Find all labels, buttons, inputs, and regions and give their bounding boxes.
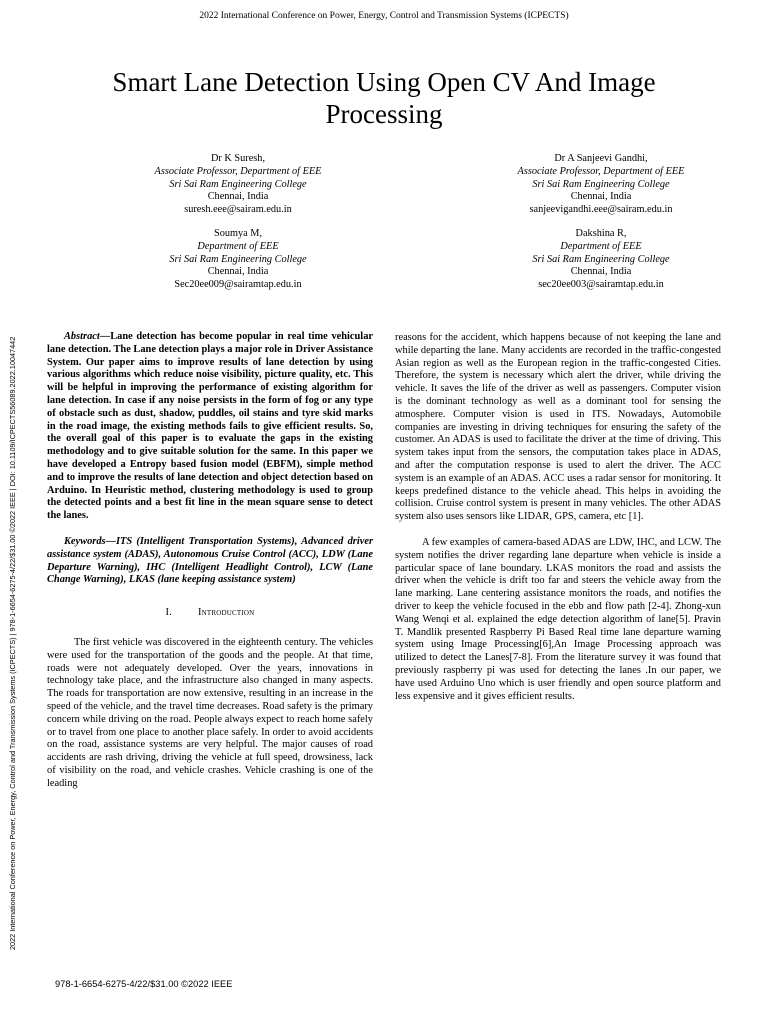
author-block [118, 228, 358, 292]
abstract [47, 331, 373, 523]
author-institution: Sri Sai Ram Engineering College [169, 253, 307, 265]
right-column [395, 332, 721, 703]
abstract-text: —Lane detection has become popular in real time vehicular lane detection. The Lane detection plays a major role in Driver Assistance System. Our paper aims to improve results of lane detection by using various algorithms which reduce noise visibility, picture quality, etc. This will be helpful in improving the performance of existing algorithm for lane detection. In case if any noise persists in the form of fog or any type of obstacle such as dust, shadow, puddles, oil stains and tyre skid marks in the road image, the existing methods fails to give efficient results. So, the overall goal of this paper is to evaluate the gaps in the existing methodology and to give suitable solution for the same. In this paper we have developed a Entropy based fusion model (EBFM), simple method and to improve the results of lane detection and object detection based on Arduino. In Heuristic method, clustering methodology is used to group the detected points and a best fit line in the mean square sense to detect the lanes. [47, 331, 373, 522]
author-role: Department of EEE [197, 240, 279, 252]
author-institution: Sri Sai Ram Engineering College [532, 253, 670, 265]
left-column [47, 331, 373, 791]
section-number: I. [165, 607, 173, 619]
author-institution: Sri Sai Ram Engineering College [532, 178, 670, 190]
author-institution: Sri Sai Ram Engineering College [169, 178, 307, 190]
author-email: sec20ee003@sairamtap.edu.in [538, 279, 664, 291]
author-location: Chennai, India [570, 266, 632, 278]
author-location: Chennai, India [570, 191, 632, 203]
section-title: Introduction [198, 607, 255, 619]
abstract-lead: Abstract [64, 331, 100, 342]
author-email: sanjeevigandhi.eee@sairam.edu.in [529, 204, 673, 216]
conference-header: 2022 International Conference on Power, Energy, Control and Transmission Systems (ICPECTS) [199, 11, 569, 21]
side-strip-citation: 2022 International Conference on Power, Energy, Control and Transmission Systems (ICPECTS) | 978-1-6654-6275-4/22/$31.00 ©2022 IEEE | DOI: 10.1109/ICPECTS56089.2022.10047442 [8, 336, 17, 950]
author-email: suresh.eee@sairam.edu.in [184, 204, 292, 216]
author-name: Soumya M, [213, 228, 263, 239]
author-location: Chennai, India [207, 266, 269, 278]
paper-title [40, 66, 728, 130]
author-name: Dakshina R, [575, 228, 627, 239]
footer-copyright: 978-1-6654-6275-4/22/$31.00 ©2022 IEEE [55, 979, 233, 989]
author-location: Chennai, India [207, 191, 269, 203]
keywords: Keywords—ITS (Intelligent Transportation Systems), Advanced driver assistance system (ADAS), Autonomous Cruise Control (ACC), LDW (Lane Departure Warning), IHC (Intelligent Headlight Control), LCW (Lane Change Warning), LKAS (lane keeping assistance system) [47, 535, 373, 586]
author-name: Dr A Sanjeevi Gandhi, [554, 153, 648, 164]
author-role: Department of EEE [560, 240, 642, 252]
author-block [481, 228, 721, 292]
paper-title-line-1: Smart Lane Detection Using Open CV And Image [112, 67, 656, 97]
right-paragraph-1: reasons for the accident, which happens because of not keeping the lane and while departing the lane. Many accidents are recorded in the traffic-congested Asian region as well as the European region in the traffic-congested Cities. Therefore, the system is necessary which alert the driver, while driving the vehicle. It saves the life of the driver as well as passengers. Computer vision is the dominant technology as well as a dominant tool for sensing the atmosphere. Computer vision is used in ITS. Nowadays, Automobile companies are investing in driving techniques for ensuring the safety of the customer. An ADAS is used to facilitate the driver at the time of driving. This system takes input from the sensors, the computation takes place in ADAS, and after the computation response is used to alert the driver. The ACC system is an example of an ADAS. ACC uses a radar sensor for monitoring. It keeps predefined distance to the vehicle ahead. This helps in avoiding the collision. Cruise control system is present in many vehicles. The other ADAS system also uses sensors like LIDAR, GPS, camera, etc [1]. [395, 332, 721, 523]
author-block [118, 153, 358, 217]
author-block [481, 153, 721, 217]
author-email: Sec20ee009@sairamtap.edu.in [174, 279, 302, 291]
author-role: Associate Professor, Department of EEE [154, 165, 322, 177]
section-heading [47, 607, 373, 620]
author-role: Associate Professor, Department of EEE [517, 165, 685, 177]
author-name: Dr K Suresh, [210, 153, 266, 164]
right-paragraph-2: A few examples of camera-based ADAS are LDW, IHC, and LCW. The system notifies the driver regarding lane departure when vehicle is inside a particular space of lane boundary. LKAS monitors the road and assists the driver when the vehicle is drift too far and steers the vehicle away from the lane marking. Lane centering assistance monitors the roads, and notifies the driver to keep the vehicle focused in the ebb and flow path [2-4]. Zhong-xun Wang Wenqi et al. explained the edge detection algorithm of lane[5]. Pravin T. Mandlik presented Raspberry Pi Based Real time lane departure warning system using Image Processing[6],An Image Processing approach was utilized to detect the Lanes[7-8]. From the literature survey it was found that previously raspberry pi was used for detecting the lanes .In our paper, we have used Arduino Uno which is user friendly and open source platform and less expensive and it gives efficient results. [395, 536, 721, 702]
intro-paragraph: The first vehicle was discovered in the eighteenth century. The vehicles were used for the transportation of the goods and the people. At that time, roads were not adequately developed. Over the years, innovations in technology take place, and the infrastructure also changed in many aspects. The roads for transportation are now extensive, resulting in an increase in the speed of the vehicle, and the travel time decreases. Road safety is the primary concern while driving on the road. People always expect to reach home safely or to travel from one place to another place safely. In order to avoid accidents on the road, assistance systems are very helpful. The major causes of road accidents are rash driving, driving the vehicle at full speed, drowsiness, lack of visibility on the road, and vehicle crashes. Vehicle crashing is one of the leading [47, 636, 373, 789]
paper-title-line-2: Processing [325, 99, 443, 129]
